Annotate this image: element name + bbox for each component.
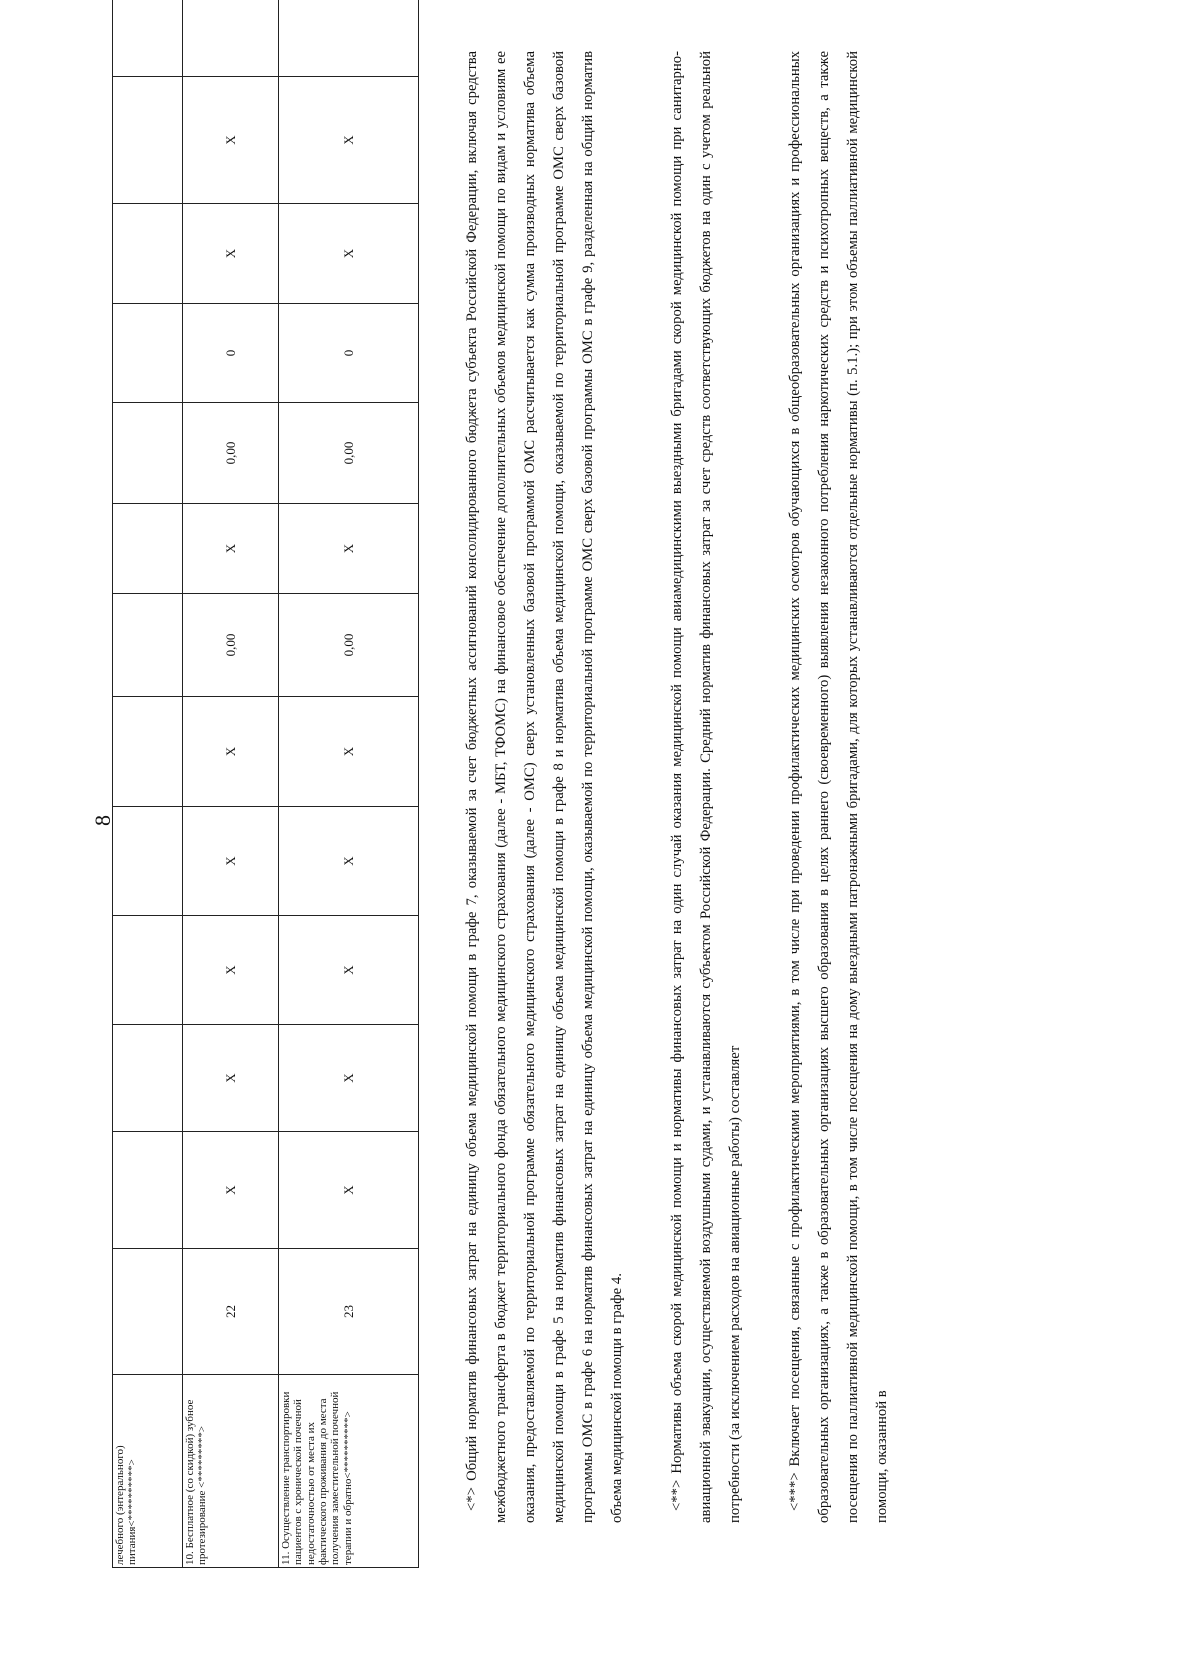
table-cell: X: [279, 807, 419, 916]
row-label: лечебного (энтерального) питания<**********>: [113, 1375, 183, 1568]
table-row: [113, 0, 183, 1568]
table-cell: X: [279, 697, 419, 807]
table-cell: 22: [183, 1249, 279, 1375]
table-cell: X: [183, 697, 279, 807]
table-cell: 0: [279, 304, 419, 403]
table-cell: X: [279, 204, 419, 304]
table-cell: X: [183, 1025, 279, 1132]
table-cell: 0: [183, 304, 279, 403]
table-cell: [113, 403, 183, 504]
footnote-2: <**> Нормативы объема скорой медицинской помощи и нормативы финансовых затрат на один случай оказания медицинской помощи авиамедицинскими выездными бригадами скорой медицинской помощи при санитарно-авиационной эвакуации, осуществляемой воздушными судами, и устанавливаются субъектом Российской Федерации. Средний норматив финансовых затрат за счет средств соответствующих бюджетов на один с учетом реальной потребности (за исключением расходов на авиационные работы) составляет: [669, 51, 743, 1523]
row-label: 10. Бесплатное (со скидкой) зубное протезирование <*********>: [183, 1375, 279, 1568]
table-cell: [183, 0, 279, 77]
table-cell: [113, 916, 183, 1025]
footnotes: [458, 51, 928, 1523]
table-row: [183, 0, 279, 1568]
table-cell: [113, 1249, 183, 1375]
table-cell: 0,00: [183, 403, 279, 504]
table-cell: X: [279, 1132, 419, 1249]
table-cell: [113, 807, 183, 916]
table-cell: [113, 1132, 183, 1249]
table-cell: [113, 697, 183, 807]
table-cell: X: [183, 77, 279, 204]
footnote-1: <*> Общий норматив финансовых затрат на единицу объема медицинской помощи в графе 7, оказываемой за счет бюджетных ассигнований консолидированного бюджета субъекта Российской Федерации, включая средства межбюджетного трансферта в бюджет территориального фонда обязательного медицинского страхования (далее - МБТ, ТФОМС) на финансовое обеспечение дополнительных объемов медицинской помощи по видам и условиям ее оказания, предоставляемой по территориальной программе обязательного медицинского страхования (далее - ОМС) сверх установленных базовой программой ОМС рассчитывается как сумма производных норматива объема медицинской помощи в графе 5 на норматив финансовых затрат на единицу объема медицинской помощи в графе 8 и норматива объема медицинской помощи, оказываемой по территориальной программе ОМС сверх базовой программы ОМС в графе 6 на норматив финансовых затрат на единицу объема медицинской помощи, оказываемой по территориальной программе ОМС сверх базовой программы ОМС в графе 9, разделенная на общий норматив объема медицинской помощи в графе 4.: [464, 51, 625, 1523]
table-cell: 23: [279, 1249, 419, 1375]
table-cell: X: [183, 916, 279, 1025]
page-number: 8: [90, 815, 115, 826]
table-cell: X: [183, 807, 279, 916]
table-row: [279, 0, 419, 1568]
table-cell: X: [183, 504, 279, 594]
table-cell: [113, 0, 183, 77]
data-table: [112, 0, 419, 1568]
table-cell: 0,00: [183, 594, 279, 697]
table-cell: [279, 0, 419, 77]
table-cell: X: [279, 77, 419, 204]
table-cell: X: [183, 204, 279, 304]
table-cell: X: [279, 1025, 419, 1132]
footnote-3: <***> Включает посещения, связанные с профилактическими мероприятиями, в том числе при проведении профилактических медицинских осмотров обучающихся в общеобразовательных организациях и профессиональных образовательных организациях, а также в образовательных организациях высшего образования в целях раннего (своевременного) выявления незаконного потребления наркотических средств и психотропных веществ, а также посещения по паллиативной медицинской помощи, в том числе посещения на дому выездными патронажными бригадами, для которых устанавливаются отдельные нормативы (п. 5.1.); при этом объемы паллиативной медицинской помощи, оказанной в: [787, 51, 890, 1523]
table-cell: [113, 594, 183, 697]
table-cell: 0,00: [279, 403, 419, 504]
table-cell: [113, 304, 183, 403]
table-cell: [113, 504, 183, 594]
table-cell: 0,00: [279, 594, 419, 697]
table-cell: X: [279, 504, 419, 594]
table-cell: [113, 204, 183, 304]
table-cell: [113, 1025, 183, 1132]
table-cell: X: [183, 1132, 279, 1249]
row-label: 11. Осуществление транспортировки пациентов с хронической почечной недостаточностью от места их фактического проживания до места получения заместительной почечной терапии и обратно<**********>: [279, 1375, 419, 1568]
table-cell: [113, 77, 183, 204]
table-cell: X: [279, 916, 419, 1025]
